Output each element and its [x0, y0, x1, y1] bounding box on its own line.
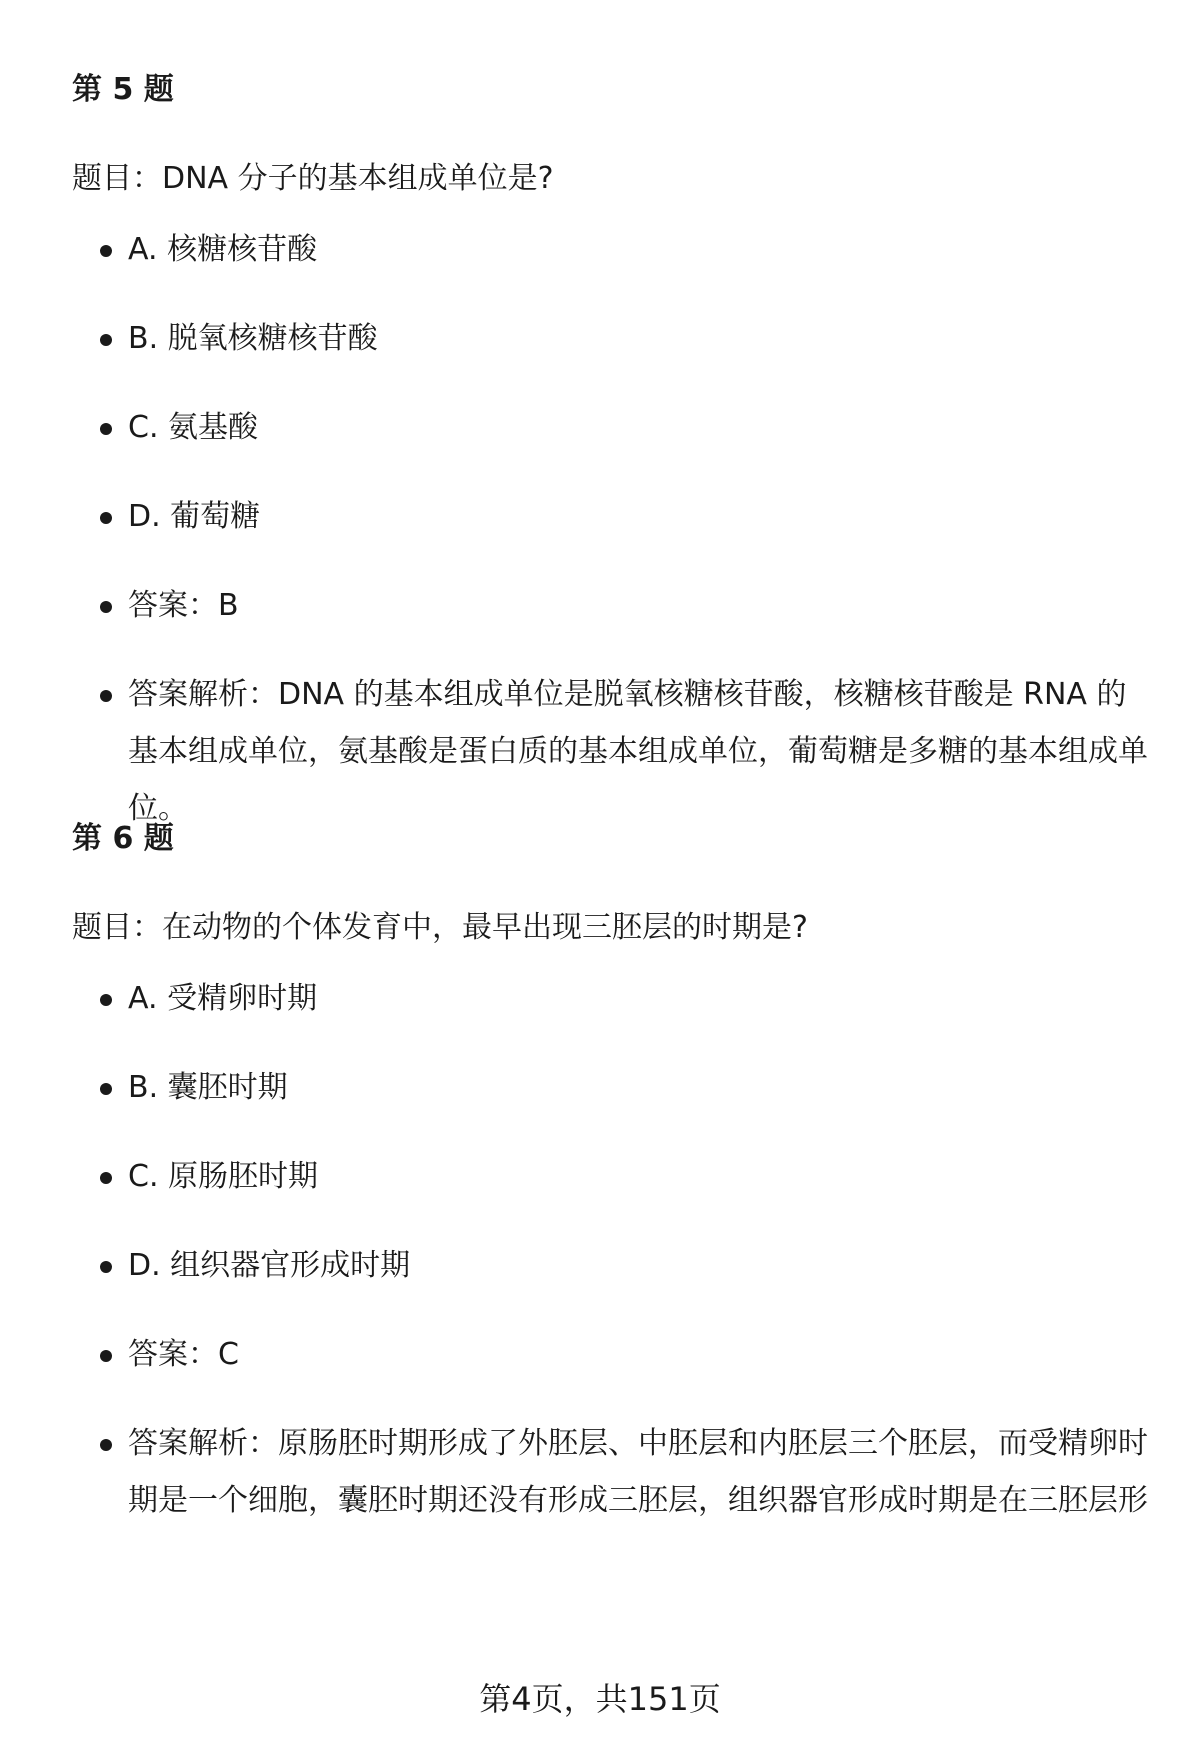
- bullet-icon: [100, 512, 112, 524]
- bullet-icon: [100, 601, 112, 613]
- answer: [72, 1326, 1152, 1383]
- option-d: [72, 488, 1152, 545]
- option-text: A. 受精卵时期: [128, 981, 318, 1016]
- answer-text: 答案：B: [128, 588, 239, 623]
- bullet-icon: [100, 423, 112, 435]
- bullet-icon: [100, 334, 112, 346]
- option-text: C. 氨基酸: [128, 410, 259, 445]
- bullet-icon: [100, 690, 112, 702]
- question-heading: 第 5 题: [72, 72, 174, 107]
- option-a: [72, 221, 1152, 278]
- explanation: [72, 666, 1152, 837]
- page-footer: [0, 1675, 1200, 1723]
- question-stem: 题目：在动物的个体发育中，最早出现三胚层的时期是?: [72, 910, 808, 945]
- explanation: [72, 1415, 1152, 1529]
- option-d: [72, 1237, 1152, 1294]
- bullet-icon: [100, 1439, 112, 1451]
- option-a: [72, 970, 1152, 1027]
- explanation-text: 答案解析：DNA 的基本组成单位是脱氧核糖核苷酸，核糖核苷酸是 RNA 的基本组成单位，氨基酸是蛋白质的基本组成单位，葡萄糖是多糖的基本组成单位。: [128, 677, 1148, 826]
- option-text: A. 核糖核苷酸: [128, 232, 318, 267]
- option-text: B. 囊胚时期: [128, 1070, 288, 1105]
- question-heading: 第 6 题: [72, 821, 174, 856]
- option-text: D. 组织器官形成时期: [128, 1248, 411, 1283]
- bullet-icon: [100, 245, 112, 257]
- option-b: [72, 310, 1152, 367]
- option-text: C. 原肠胚时期: [128, 1159, 319, 1194]
- bullet-icon: [100, 994, 112, 1006]
- page-number: 第4页，共151页: [479, 1680, 721, 1718]
- bullet-icon: [100, 1350, 112, 1362]
- option-c: [72, 1148, 1152, 1205]
- answer: [72, 577, 1152, 634]
- option-text: D. 葡萄糖: [128, 499, 261, 534]
- bullet-icon: [100, 1261, 112, 1273]
- bullet-icon: [100, 1083, 112, 1095]
- option-c: [72, 399, 1152, 456]
- option-text: B. 脱氧核糖核苷酸: [128, 321, 378, 356]
- option-b: [72, 1059, 1152, 1116]
- answer-text: 答案：C: [128, 1337, 239, 1372]
- question-stem: 题目：DNA 分子的基本组成单位是?: [72, 161, 554, 196]
- explanation-text: 答案解析：原肠胚时期形成了外胚层、中胚层和内胚层三个胚层，而受精卵时期是一个细胞，囊胚时期还没有形成三胚层，组织器官形成时期是在三胚层形: [128, 1426, 1148, 1518]
- bullet-icon: [100, 1172, 112, 1184]
